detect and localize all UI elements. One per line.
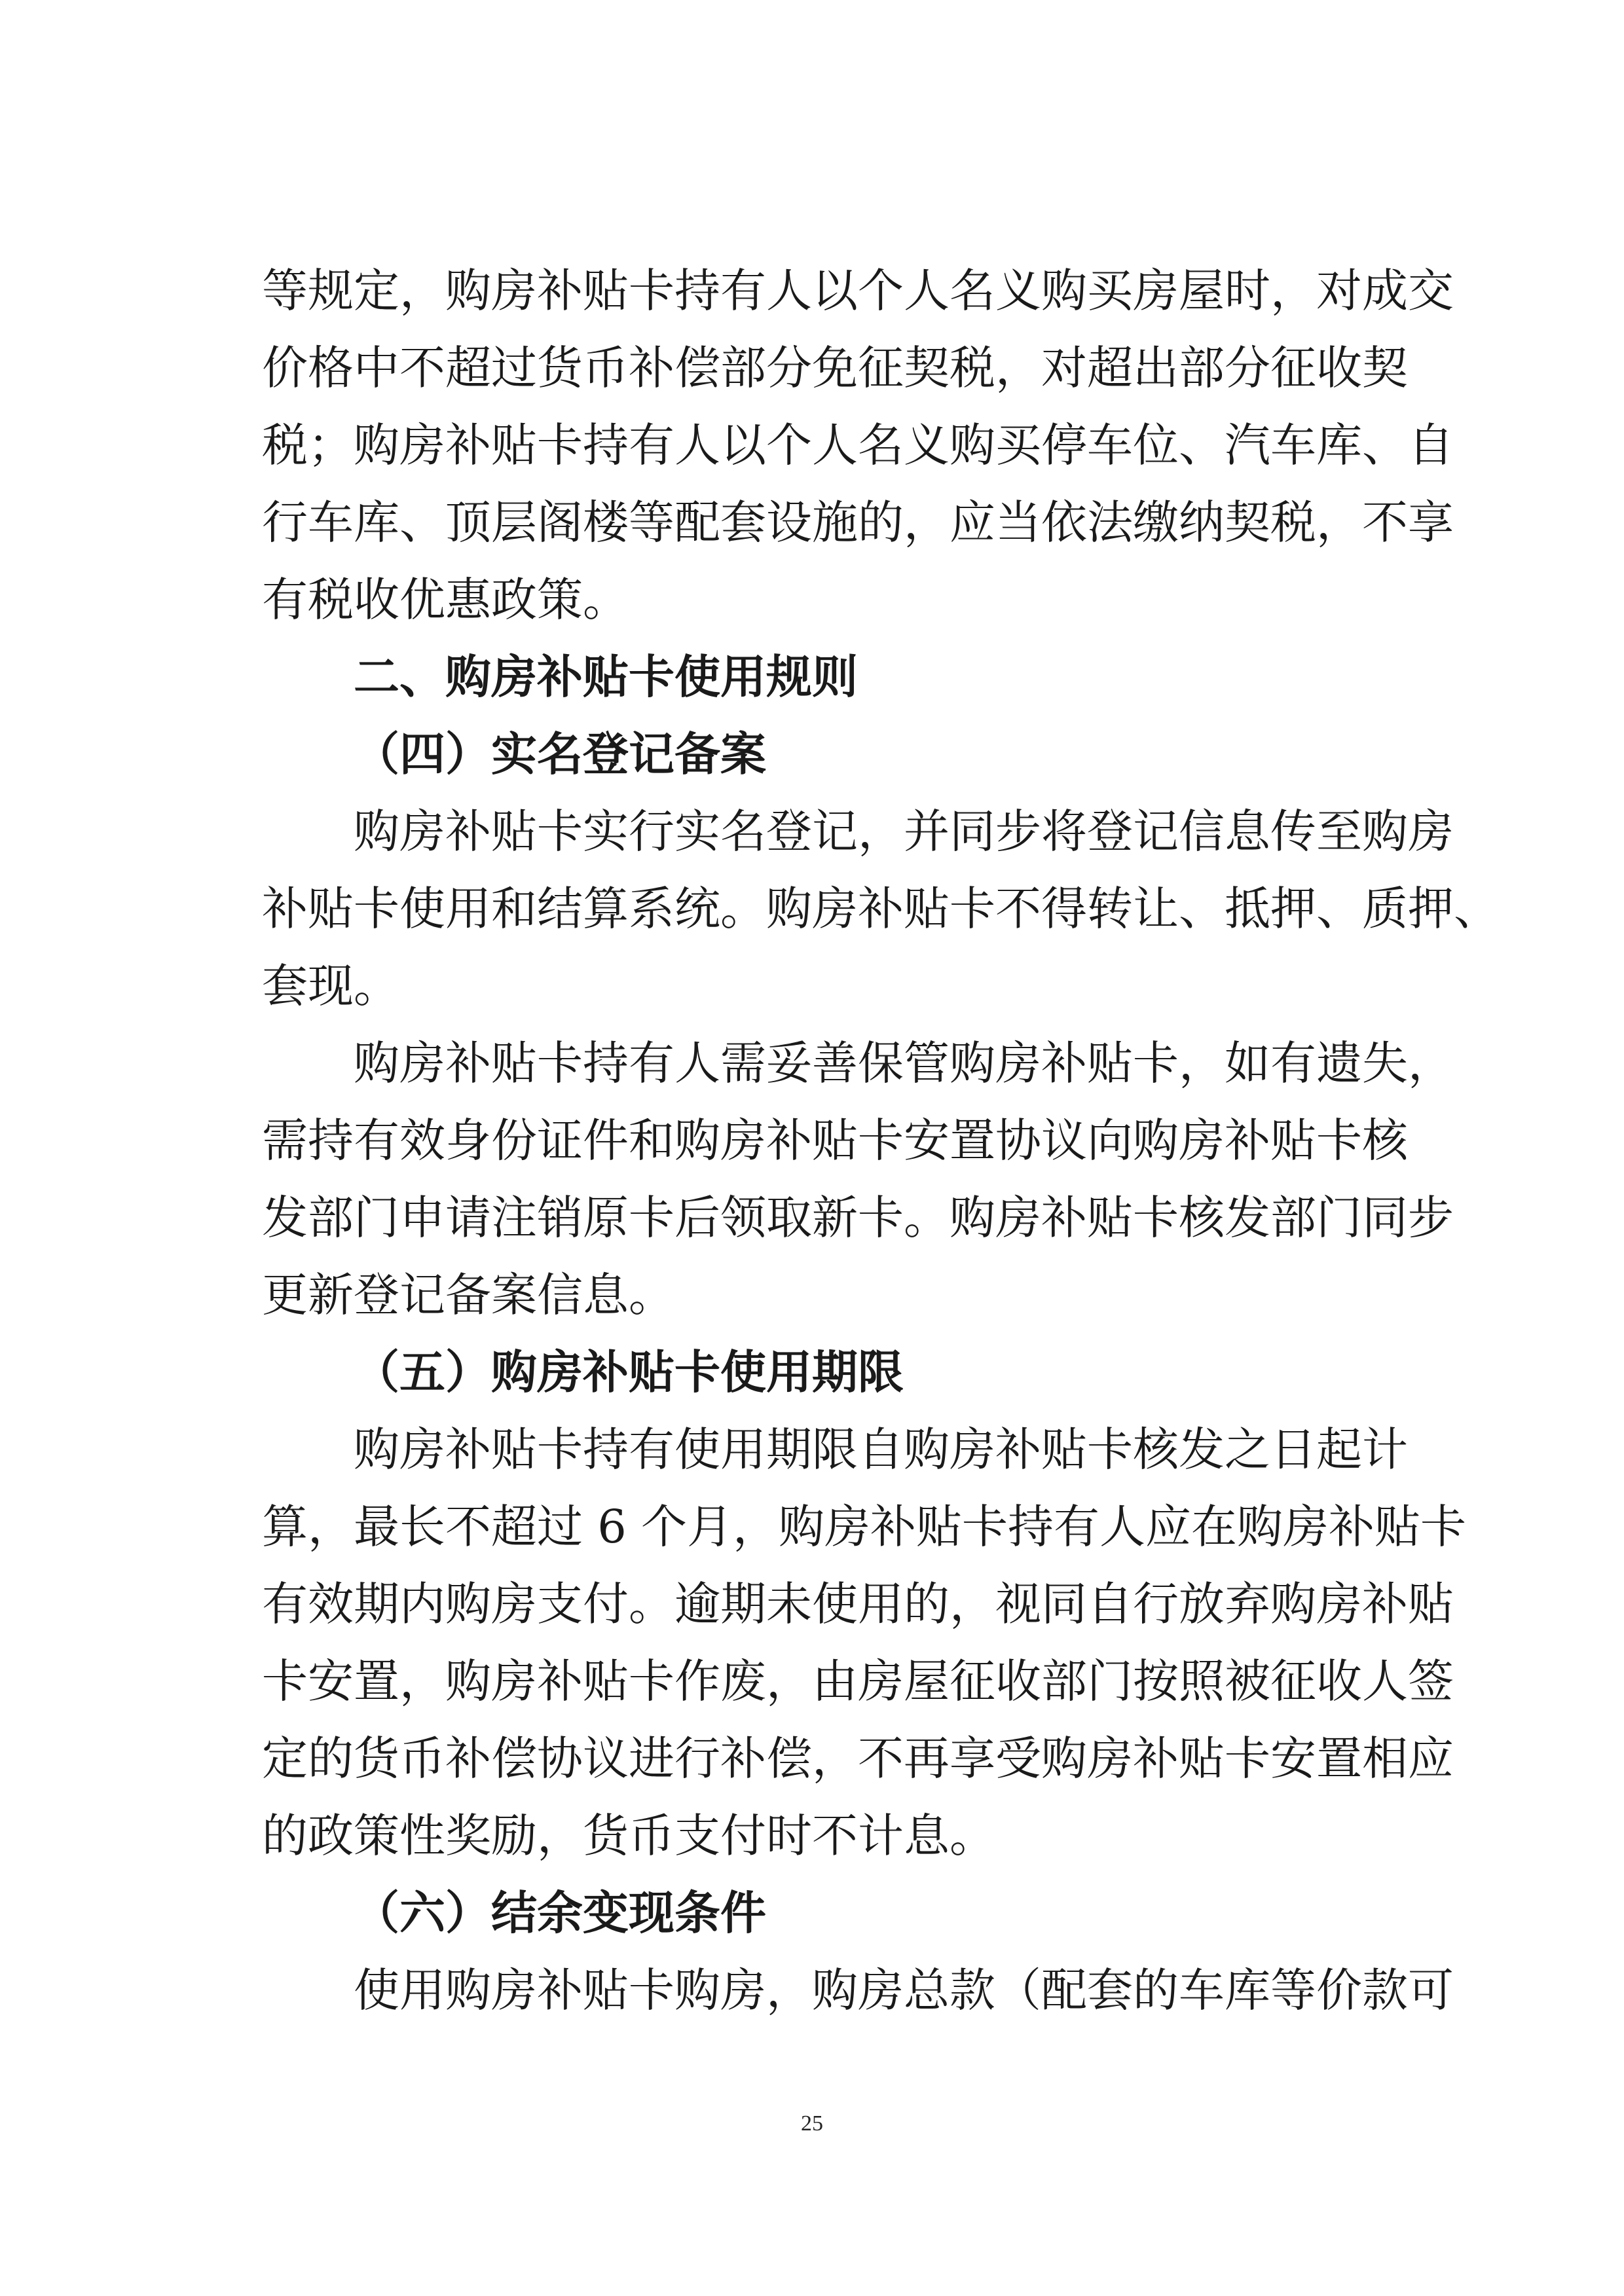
paragraph-line: 购房补贴卡持有人需妥善保管购房补贴卡，如有遗失， <box>354 1036 1454 1090</box>
paragraph-line: 等规定，购房补贴卡持有人以个人名义购买房屋时，对成交 <box>262 264 1454 318</box>
paragraph-line: 有效期内购房支付。逾期未使用的，视同自行放弃购房补贴 <box>262 1577 1454 1631</box>
subsection-heading: （六）结余变现条件 <box>354 1886 766 1940</box>
paragraph-line: 算，最长不超过 6 个月，购房补贴卡持有人应在购房补贴卡 <box>262 1500 1467 1554</box>
body-text <box>262 252 1500 2029</box>
paragraph-line: 税；购房补贴卡持有人以个人名义购买停车位、汽车库、自 <box>262 418 1454 472</box>
section-heading: 二、购房补贴卡使用规则 <box>354 649 858 704</box>
paragraph-line: 有税收优惠政策。 <box>262 573 629 627</box>
paragraph-line: 的政策性奖励，货币支付时不计息。 <box>262 1809 995 1863</box>
paragraph-line: 卡安置，购房补贴卡作废，由房屋征收部门按照被征收人签 <box>262 1654 1454 1708</box>
paragraph-line: 需持有效身份证件和购房补贴卡安置协议向购房补贴卡核 <box>262 1114 1408 1167</box>
paragraph-line: 发部门申请注销原卡后领取新卡。购房补贴卡核发部门同步 <box>262 1191 1454 1245</box>
paragraph-line: 购房补贴卡实行实名登记，并同步将登记信息传至购房 <box>354 805 1454 858</box>
paragraph-line: 购房补贴卡持有使用期限自购房补贴卡核发之日起计 <box>354 1423 1408 1476</box>
paragraph-line: 价格中不超过货币补偿部分免征契税，对超出部分征收契 <box>262 341 1408 395</box>
paragraph-line: 行车库、顶层阁楼等配套设施的，应当依法缴纳契税，不享 <box>262 496 1454 549</box>
subsection-heading: （五）购房补贴卡使用期限 <box>354 1345 904 1399</box>
paragraph-line: 定的货币补偿协议进行补偿，不再享受购房补贴卡安置相应 <box>262 1732 1454 1785</box>
subsection-heading: （四）实名登记备案 <box>354 727 766 781</box>
paragraph-line: 补贴卡使用和结算系统。购房补贴卡不得转让、抵押、质押、 <box>262 882 1500 936</box>
paragraph-line: 套现。 <box>262 959 399 1013</box>
page-number: 25 <box>801 2111 823 2136</box>
paragraph-line: 使用购房补贴卡购房，购房总款（配套的车库等价款可 <box>354 1963 1454 2017</box>
paragraph-line: 更新登记备案信息。 <box>262 1268 674 1322</box>
